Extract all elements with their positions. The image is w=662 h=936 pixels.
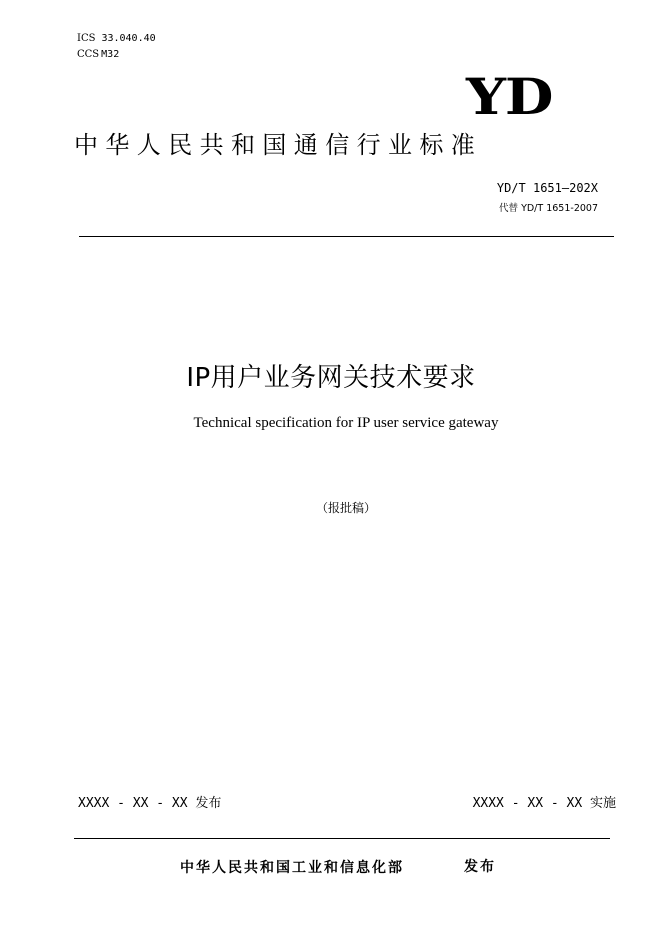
draft-status: （报批稿） — [315, 501, 376, 515]
document-title-cn: IP用户业务网关技术要求 — [186, 363, 476, 393]
document-title-en: Technical specification for IP user service gateway — [193, 415, 499, 431]
ccs-code: M32 — [101, 49, 120, 60]
ics-label: ICS — [77, 33, 96, 44]
standard-number: YD/T 1651—202X — [496, 181, 598, 195]
issue-date — [78, 796, 221, 812]
publish-label: 发布 — [464, 859, 496, 875]
implementation-date-label: 实施 — [589, 796, 616, 811]
header-divider — [79, 236, 614, 237]
replaces-note: 代替 YD/T 1651-2007 — [499, 203, 598, 214]
ccs-line — [77, 49, 119, 61]
publisher-name: 中华人民共和国工业和信息化部 — [180, 860, 404, 876]
ics-code: 33.040.40 — [101, 33, 156, 44]
yd-logo: YD — [466, 67, 553, 126]
implementation-date-value: XXXX - XX - XX — [472, 796, 583, 811]
implementation-date — [473, 796, 616, 812]
ics-line — [77, 33, 156, 45]
issue-date-label: 发布 — [195, 796, 222, 811]
standard-category-title: 中华人民共和国通信行业标准 — [74, 131, 483, 159]
ccs-label: CCS — [77, 49, 100, 60]
footer-divider — [74, 838, 610, 839]
issue-date-value: XXXX - XX - XX — [78, 796, 188, 811]
